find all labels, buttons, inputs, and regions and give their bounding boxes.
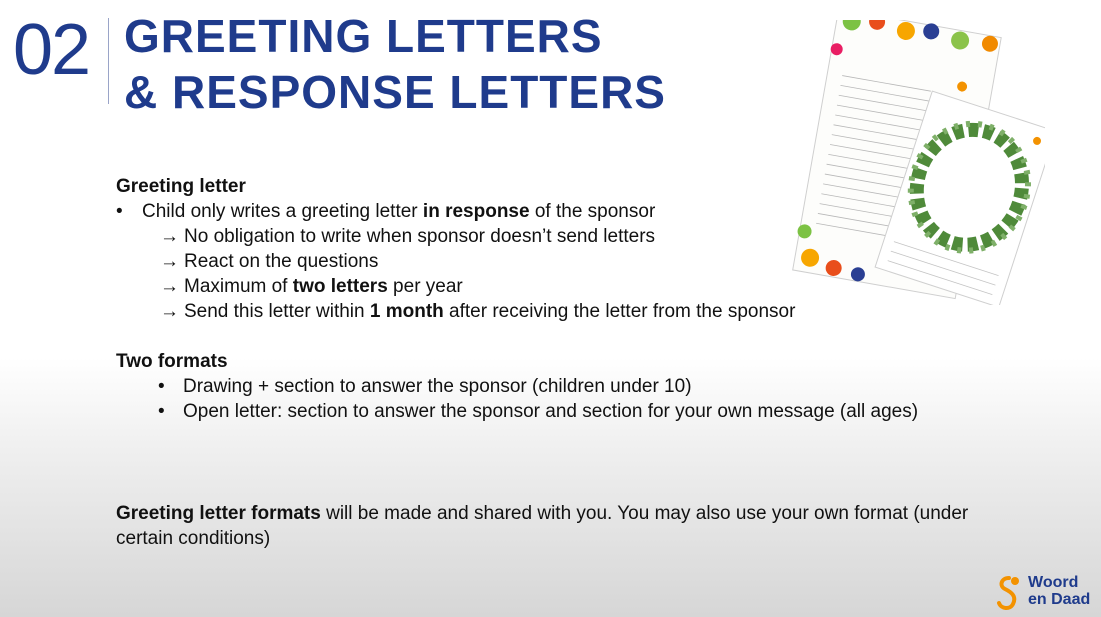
formats-item-2-text: Open letter: section to answer the sponsor and section for your own message (all ages) xyxy=(183,401,919,422)
logo-mark-icon xyxy=(995,574,1023,612)
greeting-bullet-text: Child only writes a greeting letter xyxy=(142,201,423,222)
formats-item-1-text: Drawing + section to answer the sponsor (children under 10) xyxy=(183,376,692,397)
woord-en-daad-logo xyxy=(995,574,1095,612)
footer-note xyxy=(116,501,1016,551)
greeting-sub-4 xyxy=(116,299,918,324)
arrow-icon: → xyxy=(160,251,179,272)
greeting-sub-3-text-end: per year xyxy=(387,276,463,297)
greeting-sub-3-bold: two letters xyxy=(292,276,388,297)
greeting-sub-1 xyxy=(116,224,918,249)
formats-item-2 xyxy=(116,399,918,424)
greeting-bullet xyxy=(116,199,918,224)
title-divider xyxy=(108,18,109,104)
arrow-icon: → xyxy=(160,226,179,247)
slide-title xyxy=(124,8,666,120)
arrow-icon: → xyxy=(160,276,179,297)
main-content xyxy=(116,174,918,424)
bullet-dot: • xyxy=(116,201,123,222)
arrow-icon: → xyxy=(160,301,179,322)
greeting-bullet-text-end: of the sponsor xyxy=(529,201,656,222)
greeting-heading: Greeting letter xyxy=(116,176,246,197)
title-line-2: & RESPONSE LETTERS xyxy=(124,66,666,118)
greeting-sub-4-bold: 1 month xyxy=(369,301,444,322)
greeting-sub-3-text: Maximum of xyxy=(184,276,293,297)
slide-number: 02 xyxy=(13,10,90,90)
footer-text: will be made and shared with you. You may also use your own format (under certain conditions) xyxy=(116,503,969,549)
greeting-sub-1-text: No obligation to write when sponsor doesn’t send letters xyxy=(184,226,656,247)
bullet-dot: • xyxy=(158,401,165,422)
formats-item-1 xyxy=(116,374,918,399)
logo-line-1: Woord xyxy=(1028,574,1079,591)
bullet-dot: • xyxy=(158,376,165,397)
greeting-sub-4-text-end: after receiving the letter from the sponsor xyxy=(443,301,796,322)
footer-bold: Greeting letter formats xyxy=(116,503,321,524)
logo-line-2: en Daad xyxy=(1028,591,1091,608)
title-line-1: GREETING LETTERS xyxy=(124,10,603,62)
formats-heading: Two formats xyxy=(116,351,228,372)
greeting-sub-2-text: React on the questions xyxy=(184,251,379,272)
greeting-sub-2 xyxy=(116,249,918,274)
greeting-sub-3 xyxy=(116,274,918,299)
greeting-bullet-bold: in response xyxy=(422,201,530,222)
greeting-sub-4-text: Send this letter within xyxy=(184,301,370,322)
